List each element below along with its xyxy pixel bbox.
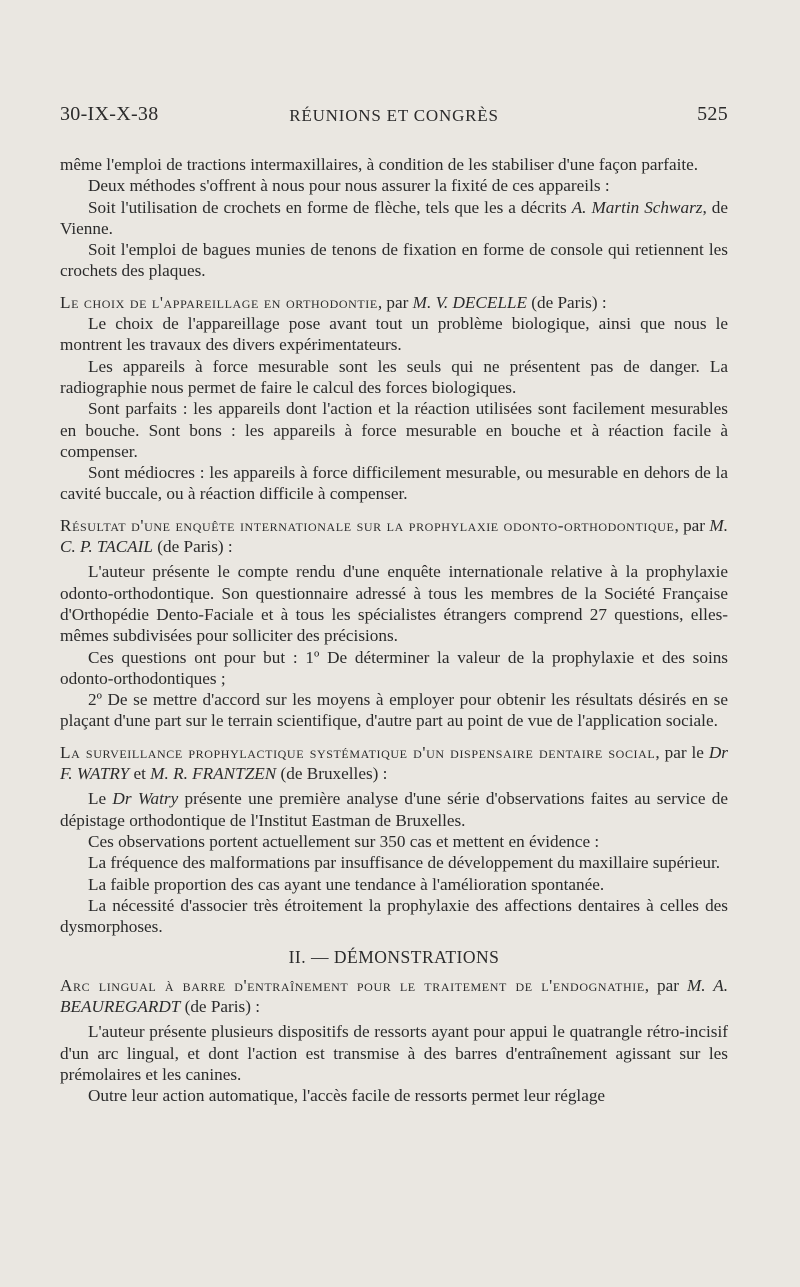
paragraph: L'auteur présente le compte rendu d'une enquête internationale relative à la prophylaxie odonto-orthodontique. Son questionnaire adressé à tous les membres de la Société Française d'Orthopédie Dento-Faciale et à tous les spécialistes étrangers comprend 27 questions, elles-mêmes subdivisées pour solliciter des précisions. [60, 562, 728, 646]
paragraph: Outre leur action automatique, l'accès facile de ressorts permet leur réglage [88, 1086, 606, 1106]
paragraph: Le choix de l'appareillage pose avant tout un problème biologique, ainsi que nous le montrent les travaux des divers expérimentateurs. [60, 314, 728, 355]
section-heading: Résultat d'une enquête internationale sur la prophylaxie odonto-orthodontique, par M. C. P. TACAIL (de Paris) : [60, 515, 728, 557]
section-surveillance-prophylactique [60, 742, 728, 938]
page-body [60, 154, 728, 1106]
paragraph: Le Dr Watry présente une première analyse d'une série d'observations faites au service de dépistage orthodontique de l'Institut Eastman de Bruxelles. [60, 789, 728, 830]
section-choix-appareillage [60, 292, 728, 505]
paragraph: La fréquence des malformations par insuffisance de développement du maxillaire supérieur. [88, 853, 721, 873]
section-title: Le choix de l'appareillage en orthodontie [60, 292, 378, 312]
paragraph: La nécessité d'associer très étroitement la prophylaxie des affections dentaires à celles des dysmorphoses. [60, 895, 728, 937]
header-date: 30-IX-X-38 [60, 103, 159, 125]
page-number: 525 [697, 103, 728, 125]
paragraph: Ces observations portent actuellement sur 350 cas et mettent en évidence : [88, 831, 600, 851]
section-title: Arc lingual à barre d'entraînement pour le traitement de l'endognathie [60, 975, 645, 995]
section-author: M. R. FRANTZEN [150, 764, 277, 784]
section-title: Résultat d'une enquête internationale sur la prophylaxie odonto-orthodontique [60, 515, 675, 535]
section-title: La surveillance prophylactique systématique d'un dispensaire dentaire social [60, 742, 656, 762]
section-arc-lingual [60, 975, 728, 1107]
section-heading: Arc lingual à barre d'entraînement pour le traitement de l'endognathie, par M. A. BEAUREGARDT (de Paris) : [60, 975, 728, 1016]
intro-paragraph-3: Soit l'utilisation de crochets en forme de flèche, tels que les a décrits A. Martin Schwarz, de Vienne. [60, 197, 728, 238]
intro-paragraph-2: Deux méthodes s'offrent à nous pour nous assurer la fixité de ces appareils : [88, 176, 610, 196]
person-name: Dr Watry [112, 789, 179, 809]
author-name: A. Martin Schwarz [571, 197, 703, 217]
paragraph: Sont parfaits : les appareils dont l'action et la réaction utilisées sont facilement mesurables en bouche. Sont bons : les appareils à force mesurable en bouche et à réaction facile à compenser. [60, 399, 728, 461]
intro-paragraph-1: même l'emploi de tractions intermaxillaires, à condition de les stabiliser d'une façon parfaite. [60, 155, 699, 174]
header-title: RÉUNIONS ET CONGRÈS [289, 106, 499, 125]
section-heading: Le choix de l'appareillage en orthodontie, par M. V. DECELLE (de Paris) : [60, 292, 607, 312]
paragraph: Sont médiocres : les appareils à force difficilement mesurable, ou mesurable en dehors de la cavité buccale, ou à réaction difficile à compenser. [60, 463, 728, 504]
section-author: M. A. BEAUREGARDT [60, 975, 728, 1016]
intro-paragraph-4: Soit l'emploi de bagues munies de tenons de fixation en forme de console qui retiennent les crochets des plaques. [60, 240, 728, 281]
section-author: Dr F. WATRY [60, 742, 728, 784]
paragraph: 2º De se mettre d'accord sur les moyens à employer pour obtenir les résultats désirés en se plaçant d'une part sur le terrain scientifique, d'autre part au point de vue de l'application sociale. [60, 690, 728, 731]
paragraph: L'auteur présente plusieurs dispositifs de ressorts ayant pour appui le quatrangle rétro-incisif d'un arc lingual, et dont l'action est transmise à des barres d'entraînement agissant sur les prémolaires et les canines. [60, 1022, 728, 1084]
paragraph: Les appareils à force mesurable sont les seuls qui ne présentent pas de danger. La radiographie nous permet de faire le calcul des forces biologiques. [60, 356, 728, 397]
section-author: M. V. DECELLE [412, 292, 527, 312]
paragraph: Ces questions ont pour but : 1º De déterminer la valeur de la prophylaxie et des soins odonto-orthodontiques ; [60, 647, 728, 688]
section-heading: La surveillance prophylactique systématique d'un dispensaire dentaire social, par le Dr F. WATRY et M. R. FRANTZEN (de Bruxelles) : [60, 742, 728, 784]
section-enquete-internationale [60, 515, 728, 732]
section-author: M. C. P. TACAIL [60, 515, 728, 557]
demonstrations-heading: II. — DÉMONSTRATIONS [288, 947, 500, 968]
paragraph: La faible proportion des cas ayant une tendance à l'amélioration spontanée. [88, 874, 605, 894]
